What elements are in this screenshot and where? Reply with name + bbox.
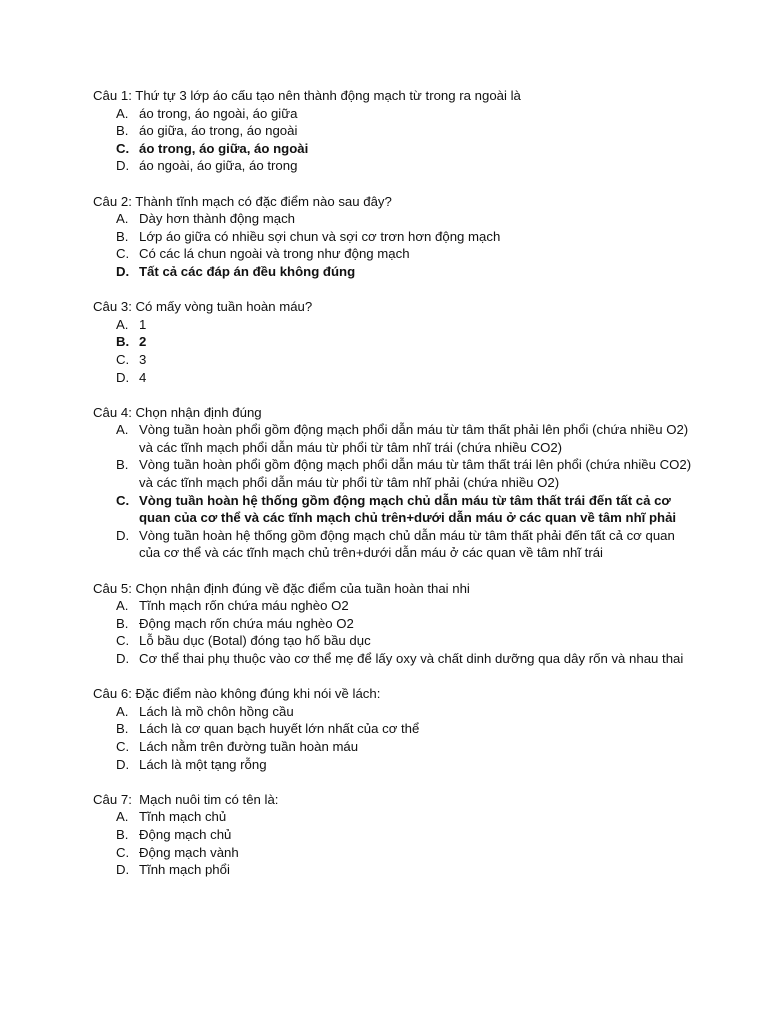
question-title: Câu 6: Đặc điểm nào không đúng khi nói về lách: <box>93 686 381 702</box>
question-5 <box>93 580 698 668</box>
option-text: Lách là mồ chôn hồng cầu <box>139 703 294 719</box>
option-letter: C. <box>116 140 130 156</box>
answer-options <box>93 105 698 175</box>
option-text: áo ngoài, áo giữa, áo trong <box>139 158 298 174</box>
option-text: áo giữa, áo trong, áo ngoài <box>139 123 298 139</box>
option-letter: A. <box>116 211 129 227</box>
option-letter: D. <box>116 369 130 385</box>
option-a <box>116 597 698 615</box>
question-title: Câu 1: Thứ tự 3 lớp áo cấu tạo nên thành động mạch từ trong ra ngoài là <box>93 88 521 103</box>
option-letter: D. <box>116 862 130 878</box>
option-text: Động mạch vành <box>139 844 239 860</box>
option-b-correct-answer <box>116 333 698 351</box>
question-title: Câu 3: Có mấy vòng tuần hoàn máu? <box>93 299 313 315</box>
option-letter: A. <box>116 598 129 614</box>
option-c <box>116 351 698 369</box>
option-c <box>116 738 698 756</box>
answer-options <box>93 316 698 386</box>
option-letter: D. <box>116 651 130 666</box>
option-c <box>116 245 698 263</box>
question-6 <box>93 685 698 773</box>
option-text: Cơ thể thai phụ thuộc vào cơ thể mẹ để lấy oxy và chất dinh dưỡng qua dây rốn và nhau thai <box>139 651 684 666</box>
option-text: Vòng tuần hoàn phổi gồm động mạch phổi dẫn máu từ tâm thất phải lên phổi (chứa nhiều O2) và các tĩnh mạch phổi dẫn máu từ phổi từ tâm nhĩ trái (chứa nhiều CO2) <box>139 422 689 455</box>
option-text: Dày hơn thành động mạch <box>139 211 296 227</box>
option-letter: D. <box>116 158 130 174</box>
option-text: Động mạch chủ <box>139 826 232 842</box>
question-2 <box>93 193 698 281</box>
option-text: Tất cả các đáp án đều không đúng <box>139 263 356 279</box>
option-b <box>116 720 698 738</box>
option-d <box>116 650 698 668</box>
option-b <box>116 826 698 844</box>
option-text: Vòng tuần hoàn hệ thống gồm động mạch chủ dẫn máu từ tâm thất phải đến tất cả cơ quan của cơ thể và các tĩnh mạch chủ trên+dưới dẫn máu ở các quan về tâm nhĩ trái <box>139 527 675 561</box>
answer-options <box>93 808 698 878</box>
question-7 <box>93 791 698 879</box>
option-d <box>116 369 698 387</box>
option-letter: C. <box>116 633 130 649</box>
option-letter: C. <box>116 844 130 860</box>
option-letter: C. <box>116 492 130 508</box>
option-a <box>116 210 698 228</box>
option-d <box>116 861 698 879</box>
answer-options <box>93 421 698 562</box>
option-text: Lỗ bầu dục (Botal) đóng tạo hố bầu dục <box>139 633 371 649</box>
option-letter: C. <box>116 738 130 754</box>
option-letter: A. <box>116 316 129 332</box>
option-letter: B. <box>116 826 129 842</box>
answer-options <box>93 703 698 773</box>
option-letter: B. <box>116 334 130 350</box>
question-3 <box>93 298 698 386</box>
option-c-correct-answer <box>116 140 698 158</box>
question-title: Câu 4: Chọn nhận định đúng <box>93 404 262 420</box>
option-text: áo trong, áo giữa, áo ngoài <box>139 140 309 156</box>
option-a <box>116 316 698 334</box>
option-a <box>116 421 698 456</box>
option-text: 3 <box>139 351 147 367</box>
option-letter: B. <box>116 123 129 139</box>
answer-options <box>93 210 698 280</box>
option-a <box>116 105 698 123</box>
option-b <box>116 456 698 491</box>
question-4 <box>93 404 698 562</box>
option-letter: C. <box>116 351 130 367</box>
option-text: áo trong, áo ngoài, áo giữa <box>139 105 298 121</box>
question-title: Câu 2: Thành tĩnh mạch có đặc điểm nào sau đây? <box>93 193 392 209</box>
option-c <box>116 632 698 650</box>
option-text: 4 <box>139 369 147 385</box>
option-text: Lách là cơ quan bạch huyết lớn nhất của cơ thể <box>139 721 420 737</box>
option-text: Tĩnh mạch chủ <box>139 809 227 825</box>
option-letter: A. <box>116 809 129 825</box>
option-a <box>116 808 698 826</box>
option-c-correct-answer <box>116 492 698 527</box>
option-letter: D. <box>116 756 130 772</box>
option-d <box>116 527 698 562</box>
option-letter: B. <box>116 721 129 737</box>
option-d-correct-answer <box>116 263 698 281</box>
option-text: Tĩnh mạch rốn chứa máu nghèo O2 <box>139 598 349 614</box>
option-letter: B. <box>116 457 129 473</box>
option-letter: A. <box>116 703 129 719</box>
option-text: Vòng tuần hoàn hệ thống gồm động mạch chủ dẫn máu từ tâm thất trái đến tất cả cơ quan của cơ thể và các tĩnh mạch chủ trên+dưới dẫn máu ở các quan về tâm nhĩ phải <box>139 492 677 526</box>
option-text: 1 <box>139 316 147 332</box>
option-letter: C. <box>116 246 130 262</box>
option-text: Vòng tuần hoàn phổi gồm động mạch phổi dẫn máu từ tâm thất trái lên phổi (chứa nhiều CO2) và các tĩnh mạch phổi dẫn máu từ phổi từ tâm nhĩ phải (chứa nhiều O2) <box>139 457 692 491</box>
option-text: Lách là một tạng rỗng <box>139 756 267 772</box>
option-a <box>116 703 698 721</box>
question-title: Câu 7: Mạch nuôi tim có tên là: <box>93 791 279 807</box>
option-c <box>116 844 698 862</box>
option-letter: D. <box>116 527 130 543</box>
option-d <box>116 157 698 175</box>
option-b <box>116 228 698 246</box>
answer-options <box>93 597 698 667</box>
option-letter: B. <box>116 615 129 631</box>
option-b <box>116 122 698 140</box>
option-text: Có các lá chun ngoài và trong như động mạch <box>139 246 410 262</box>
option-text: 2 <box>139 334 147 350</box>
question-title: Câu 5: Chọn nhận định đúng về đặc điểm của tuần hoàn thai nhi <box>93 580 470 596</box>
option-b <box>116 615 698 633</box>
option-letter: B. <box>116 228 129 244</box>
option-letter: D. <box>116 263 130 279</box>
option-text: Lách nằm trên đường tuần hoàn máu <box>139 738 359 754</box>
option-letter: A. <box>116 422 129 438</box>
option-text: Tĩnh mạch phổi <box>139 862 230 878</box>
option-text: Lớp áo giữa có nhiều sợi chun và sợi cơ trơn hơn động mạch <box>139 228 501 244</box>
question-1 <box>93 87 698 175</box>
option-text: Động mạch rốn chứa máu nghèo O2 <box>139 615 354 631</box>
option-d <box>116 756 698 774</box>
option-letter: A. <box>116 105 129 121</box>
